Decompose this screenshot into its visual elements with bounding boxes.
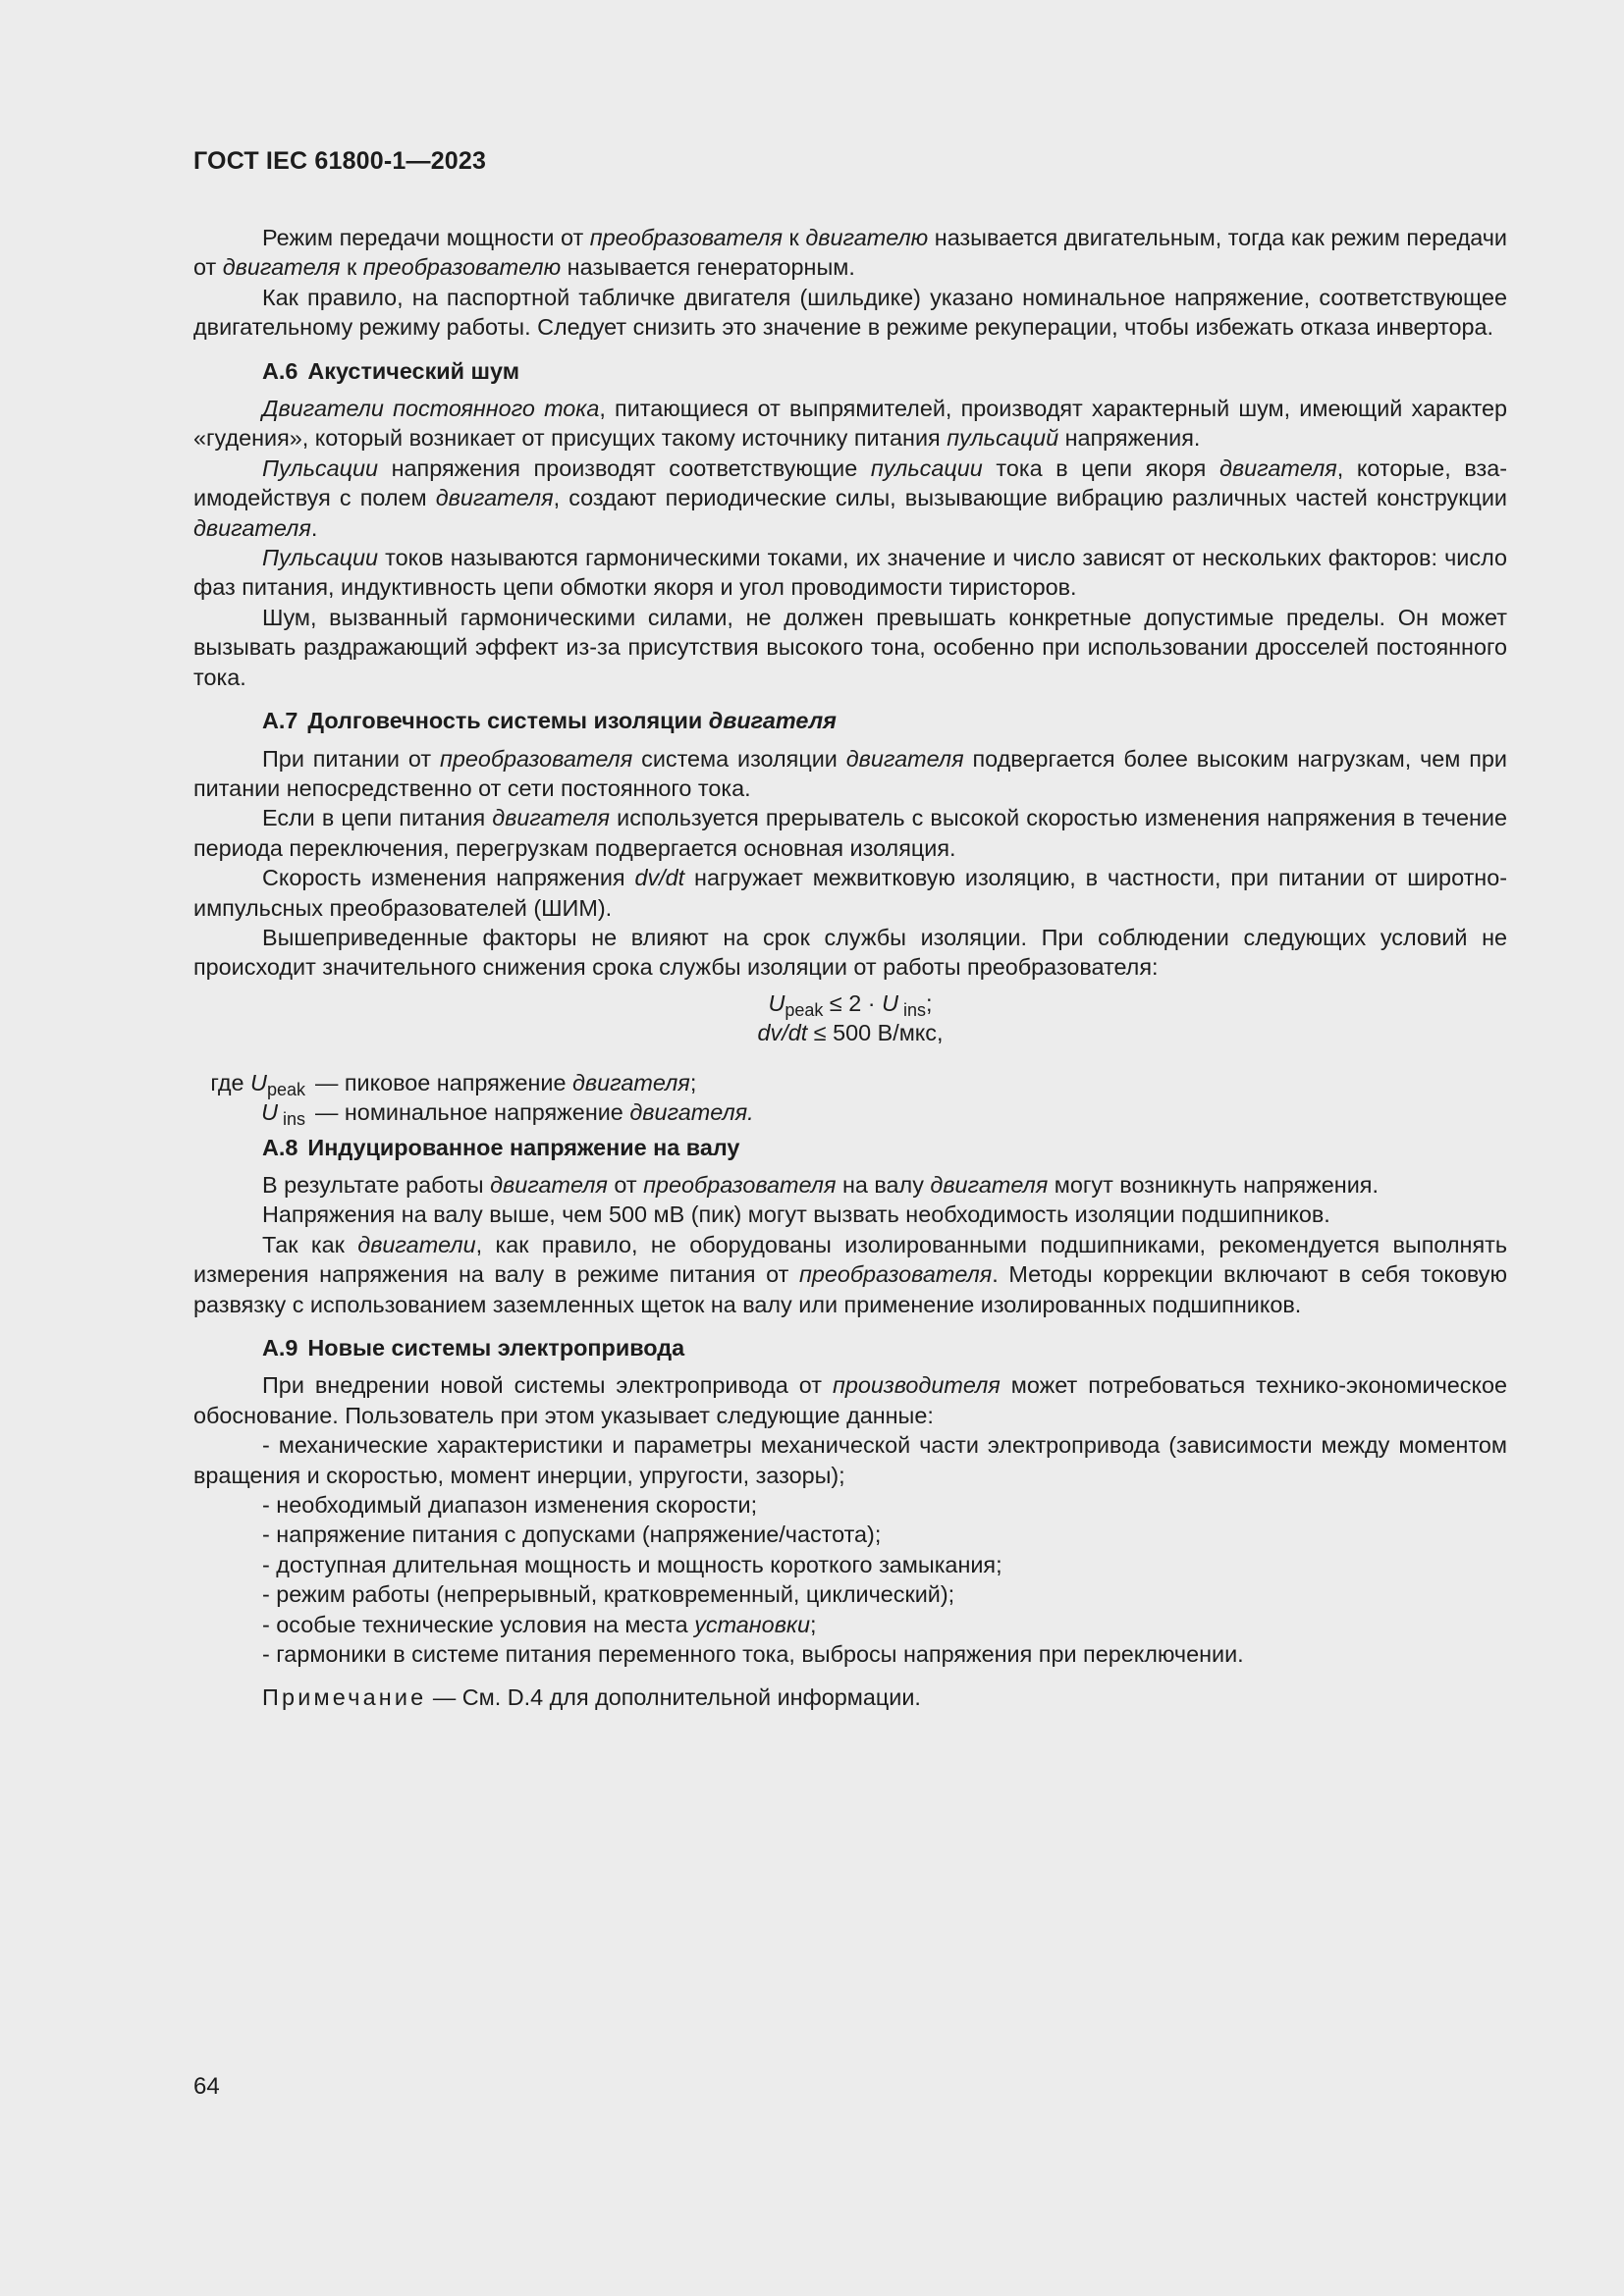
legend-var: U (250, 1069, 267, 1095)
text-run: тока в цепи якоря (982, 454, 1219, 481)
section-title: Акустический шум (307, 357, 520, 384)
italic-term: двигателя (492, 805, 611, 831)
text-run: к (340, 254, 363, 281)
text-run: на валу (836, 1171, 931, 1198)
section-heading-a9 (262, 1333, 1507, 1362)
section-title: Новые системы электропривода (307, 1335, 685, 1361)
text-run: напряжения. (1058, 425, 1201, 452)
paragraph (193, 803, 1507, 863)
text-run: напряжения производят соответствующие (377, 454, 871, 481)
text-run: нагружает межвитковую изоляцию, в частности, при питании от широтно-импульсных преобразователей (ШИМ). (193, 865, 1507, 921)
text-run: - напряжение питания с допусками (напряжение/частота); (262, 1522, 882, 1548)
section-number: А.8 (262, 1134, 298, 1160)
text-run: - доступная длительная мощность и мощность короткого замыкания; (262, 1551, 1002, 1577)
paragraph (193, 223, 1507, 283)
formula-dvdt (193, 1018, 1507, 1047)
formula-upeak (193, 988, 1507, 1018)
text-run: . (310, 514, 318, 541)
legend-text-italic: двигателя (571, 1069, 690, 1095)
text-run: - режим работы (непрерывный, кратковременный, циклический); (262, 1581, 955, 1608)
italic-term: пульсации (870, 454, 983, 481)
text-run: токов называются гармоническими токами, их значение и число зависят от нескольких факторов: число фаз питания, индуктивность цепи обмотки якоря и угол проводимости тиристоров. (193, 545, 1507, 601)
text-run: При питании от (262, 745, 440, 772)
paragraph (193, 863, 1507, 923)
formula-rhs: ≤ 500 В/мкс, (807, 1020, 944, 1046)
text-run: Если в цепи питания (262, 805, 493, 831)
italic-term: пульсаций (947, 425, 1059, 452)
text-run: Шум, вызванный гармоническими силами, не должен превышать конкретные допустимые пределы. Он может вызывать раздражающий эффект из-за присутствия высокого тона, особенно при использовании дросселей постоянного тока. (193, 604, 1507, 690)
note-label: Примечание (262, 1684, 427, 1711)
text-run: от (607, 1171, 644, 1198)
formula-variable: U (882, 989, 898, 1016)
section-heading-a7 (262, 706, 1507, 735)
paragraph (193, 543, 1507, 603)
text-run: , которые, взаимодействуя с полем (193, 454, 1508, 511)
note-text: — См. D.4 для дополнительной информации. (426, 1684, 921, 1711)
text-run: Вышеприведенные факторы не влияют на срок службы изоляции. При соблюдении следующих условий не происходит значительного снижения срока службы изоляции от работы преобразователя: (193, 924, 1507, 981)
list-item (193, 1490, 1507, 1520)
section-number: А.6 (262, 357, 298, 384)
list-item (193, 1430, 1507, 1490)
paragraph (193, 394, 1507, 454)
text-run: При внедрении новой системы электропривода от (262, 1372, 833, 1399)
legend-var: U (261, 1098, 278, 1125)
text-run: подвергается более высоким нагрузкам, чем при питании непосредственно от сети постоянного тока. (193, 745, 1507, 801)
section-title: Долговечность системы изоляции (307, 708, 709, 734)
note (193, 1682, 1507, 1712)
paragraph (193, 744, 1507, 804)
italic-term: двигателя (1218, 454, 1337, 481)
section-heading-a6 (262, 356, 1507, 386)
legend-text: — номинальное напряжение (315, 1098, 630, 1125)
text-run: используется прерыватель с высокой скоростью изменения напряжения в течение периода переключения, перегрузкам подвергается основная изоляция. (193, 805, 1507, 861)
paragraph (193, 1370, 1507, 1430)
italic-term: двигателя (193, 514, 311, 541)
italic-term: преобразователю (362, 254, 562, 281)
text-run: Как правило, на паспортной табличке двигателя (шильдике) указано номинальное напряжение, соответствующее двигательному режиму работы. Следует снизить это значение в режиме рекуперации, чтобы избежать отказа инвертора. (193, 284, 1507, 341)
list-item (193, 1639, 1507, 1669)
document-header: ГОСТ IEC 61800-1—2023 (193, 147, 487, 175)
italic-term: производителя (832, 1372, 1001, 1399)
legend-sub: ins (277, 1108, 305, 1129)
list-item (193, 1610, 1507, 1639)
text-run: ; (809, 1611, 817, 1637)
section-number: А.9 (262, 1335, 298, 1361)
text-run: может потребоваться технико-экономическое обоснование. Пользователь при этом указывает следующие данные: (193, 1372, 1507, 1428)
text-run: Так как (262, 1231, 358, 1257)
text-run: - гармоники в системе питания переменного тока, выбросы напряжения при переключении. (262, 1641, 1244, 1668)
legend-row (193, 1097, 754, 1127)
paragraph (193, 923, 1507, 983)
section-title-italic: двигателя (708, 708, 837, 734)
italic-term: преобразователя (798, 1261, 993, 1288)
italic-term: двигателю (805, 225, 929, 250)
text-run: могут возникнуть напряжения. (1048, 1171, 1379, 1198)
formula-legend (193, 1068, 1507, 1129)
italic-term: установки (694, 1611, 810, 1637)
text-run: Режим передачи мощности от (262, 225, 590, 250)
legend-text: — пиковое напряжение (315, 1069, 572, 1095)
text-run: - механические характеристики и параметры механической части электропривода (зависимости между моментом вращения и скоростью, момент инерции, упругости, зазоры); (193, 1432, 1507, 1488)
italic-term: Пульсации (262, 454, 378, 481)
italic-term: dv/dt (634, 865, 685, 891)
formula-end: ; (926, 989, 933, 1016)
legend-sub: peak (266, 1079, 305, 1099)
formula-subscript: peak (785, 999, 824, 1020)
italic-term: двигателя (435, 485, 554, 511)
text-run: - особые технические условия на места (262, 1611, 695, 1637)
formula-variable: dv/dt (757, 1020, 808, 1046)
paragraph (193, 1170, 1507, 1200)
section-heading-a8 (262, 1133, 1507, 1162)
italic-term: двигателя (930, 1171, 1049, 1198)
legend-symbol (193, 1068, 305, 1097)
legend-text-italic: двигателя. (629, 1098, 754, 1125)
paragraph (193, 603, 1507, 692)
text-run: Скорость изменения напряжения (262, 865, 635, 891)
formula-variable: U (768, 989, 785, 1016)
italic-term: Двигатели постоянного тока (262, 396, 600, 422)
text-run: называется генераторным. (561, 254, 855, 281)
legend-where: где (210, 1069, 251, 1095)
text-run: система изоляции (632, 745, 846, 772)
italic-term: Пульсации (262, 545, 378, 571)
list-item (193, 1520, 1507, 1549)
italic-term: двигателя (222, 254, 341, 281)
section-title: Индуцированное напряжение на валу (307, 1134, 740, 1160)
text-run: В результате работы (262, 1171, 491, 1198)
paragraph (193, 1230, 1507, 1319)
list-item (193, 1579, 1507, 1609)
text-run: , создают периодические силы, вызывающие вибрацию различных частей конструкции (553, 485, 1507, 511)
italic-term: двигателя (845, 745, 964, 772)
italic-term: двигатели (357, 1231, 476, 1257)
formula-subscript: ins (897, 999, 926, 1020)
legend-row (193, 1068, 696, 1097)
list-item (193, 1550, 1507, 1579)
text-run: , питающиеся от выпрямителей, производят характерный шум, имеющий характер «гудения», который возникает от присущих такому источнику питания (193, 396, 1507, 452)
document-body (193, 223, 1507, 1713)
italic-term: преобразователя (439, 745, 633, 772)
paragraph (193, 283, 1507, 343)
requirements-list (193, 1430, 1507, 1669)
section-number: А.7 (262, 708, 298, 734)
italic-term: преобразователя (589, 225, 784, 250)
legend-end: ; (689, 1069, 697, 1095)
text-run: Напряжения на валу выше, чем 500 мВ (пик) могут вызвать необходимость изоляции подшипников. (262, 1201, 1330, 1228)
text-run: , как правило, не оборудованы изолированными подшипниками, рекомендуется выполнять измерения напряжения на валу в режиме питания от (193, 1231, 1508, 1288)
paragraph (193, 1200, 1507, 1229)
text-run: называется двигательным, тогда как режим передачи от (193, 225, 1507, 281)
italic-term: преобразователя (643, 1171, 837, 1198)
formula-operator: ≤ 2 · (823, 989, 883, 1016)
legend-symbol (193, 1097, 305, 1127)
text-run: к (783, 225, 806, 250)
italic-term: двигателя (490, 1171, 608, 1198)
text-run: - необходимый диапазон изменения скорости; (262, 1492, 758, 1519)
paragraph (193, 454, 1507, 543)
page-number: 64 (193, 2073, 220, 2100)
text-run: . Методы коррекции включают в себя токовую развязку с использованием заземленных щеток на валу или применение изолированных подшипников. (193, 1261, 1507, 1317)
